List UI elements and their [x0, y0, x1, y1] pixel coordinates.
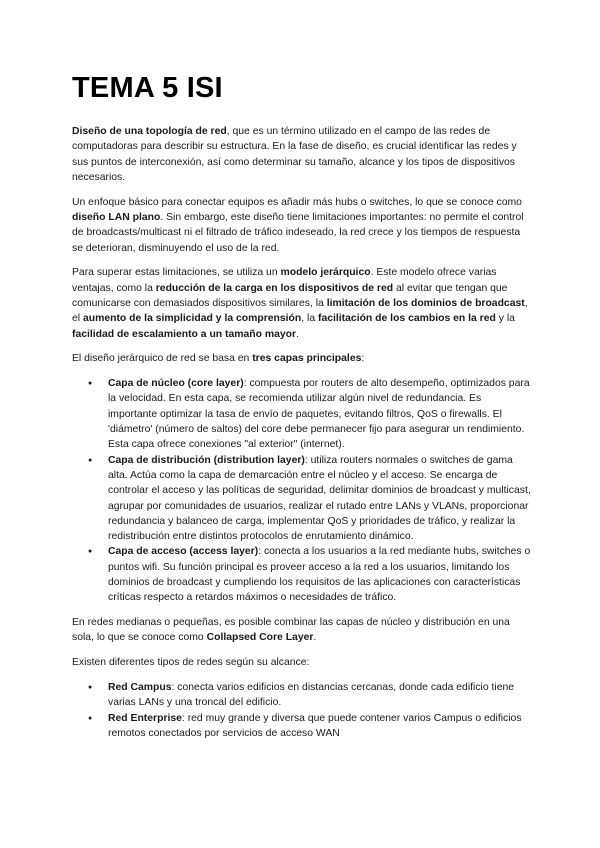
bold-term: Diseño de una topología de red — [72, 126, 227, 137]
bold-term: reducción de la carga en los dispositivos de red — [155, 282, 394, 294]
bold-term: Red Campus — [108, 682, 172, 693]
paragraph-three-layers: El diseño jerárquico de red se basa en tres capas principales: — [72, 353, 365, 365]
bold-term: facilidad de escalamiento a un tamaño mayor — [72, 328, 297, 340]
list-item-red-campus: ● Red Campus: conecta varios edificios en distancias cercanas, donde cada edificio tiene varias LANs y una troncal del edificio. — [72, 680, 532, 711]
paragraph-network-types: Existen diferentes tipos de redes según su alcance: — [72, 657, 310, 669]
list-item-core-layer: ● Capa de núcleo (core layer): compuesta por routers de alto desempeño, optimizados para la velocidad. En esta capa, se recomienda utilizar algún nivel de redundancia. Es importante optimizar la tasa de envío de paquetes, evitando filtros, QoS o firewalls. El 'diámetro' (número de saltos) del core debe permanecer fijo para asegurar un rendimiento. Esta capa ofrece conexiones "al exterior" (internet). — [72, 376, 532, 452]
paragraph-collapsed-core: En redes medianas o pequeñas, es posible combinar las capas de núcleo y distribución en una sola, lo que se conoce como Collapsed Core Layer. — [72, 617, 510, 644]
bold-term: Capa de distribución (distribution layer) — [108, 454, 305, 466]
page-title: TEMA 5 ISI — [72, 72, 223, 104]
paragraph-hierarchical: Para superar estas limitaciones, se utiliza un modelo jerárquico. Este modelo ofrece varias ventajas, como la reducción de la carga en los dispositivos de red al evitar que tengan que comunicarse con demasiados dispositivos similares, la limitación de los dominios de broadcast, el aumento de la simplicidad y la comprensión, la facilitación de los cambios en la red y la facilidad de escalamiento a un tamaño mayor. — [72, 267, 528, 340]
list-item-red-enterprise: ● Red Enterprise: red muy grande y diversa que puede contener varios Campus o edificios remotos conectados por servicios de acceso WAN — [72, 711, 532, 742]
bold-term: diseño LAN plano — [72, 211, 161, 223]
bold-term: Red Enterprise — [108, 712, 182, 724]
paragraph-flat-lan: Un enfoque básico para conectar equipos es añadir más hubs o switches, lo que se conoce como diseño LAN plano. Sin embargo, este diseño tiene limitaciones importantes: no permite el control de broadcasts/multicast ni el filtrado de tráfico indeseado, la red crece y los tiempos de respuesta se deterioran, disminuyendo el uso de la red. — [72, 196, 524, 254]
paragraph-intro: Diseño de una topología de red, que es un término utilizado en el campo de las redes de computadoras para describir su estructura. En la fase de diseño, es crucial identificar las redes y sus puntos de interconexión, así como determinar su tamaño, alcance y los tipos de dispositivos necesarios. — [72, 126, 517, 183]
list-item-access-layer: ● Capa de acceso (access layer): conecta a los usuarios a la red mediante hubs, switches o puntos wifi. Su función principal es proveer acceso a la red a los usuarios, limitando los dominios de broadcast y cumpliendo los requisitos de las aplicaciones con características críticas respecto a retardos máximos o necesidades de tráfico. — [72, 544, 532, 605]
layers-list — [72, 376, 532, 605]
bold-term: Capa de acceso (access layer) — [108, 546, 259, 558]
bold-term: tres capas principales — [252, 353, 362, 365]
document-body — [72, 124, 532, 751]
bold-term: aumento de la simplicidad y la comprensión — [82, 313, 302, 325]
bold-term: limitación de los dominios de broadcast — [326, 297, 525, 309]
list-item-distribution-layer: ● Capa de distribución (distribution layer): utiliza routers normales o switches de gama alta. Actúa como la capa de demarcación entre el núcleo y el acceso. Se encarga de controlar el acceso y las políticas de seguridad, delimitar dominios de broadcast y multicast, agrupar por comunidades de usuarios, realizar el rutado entre LANs y VLANs, proporcionar redundancia y balanceo de carga, implementar QoS y prioridades de tráfico, y realizar la redistribución entre distintos protocolos de enrutamiento dinámico. — [72, 453, 532, 545]
bold-term: Capa de núcleo (core layer) — [108, 378, 244, 390]
network-types-list — [72, 680, 532, 741]
bold-term: modelo jerárquico — [280, 267, 371, 279]
bold-term: Collapsed Core Layer — [206, 632, 314, 644]
bold-term: facilitación de los cambios en la red — [318, 313, 496, 325]
